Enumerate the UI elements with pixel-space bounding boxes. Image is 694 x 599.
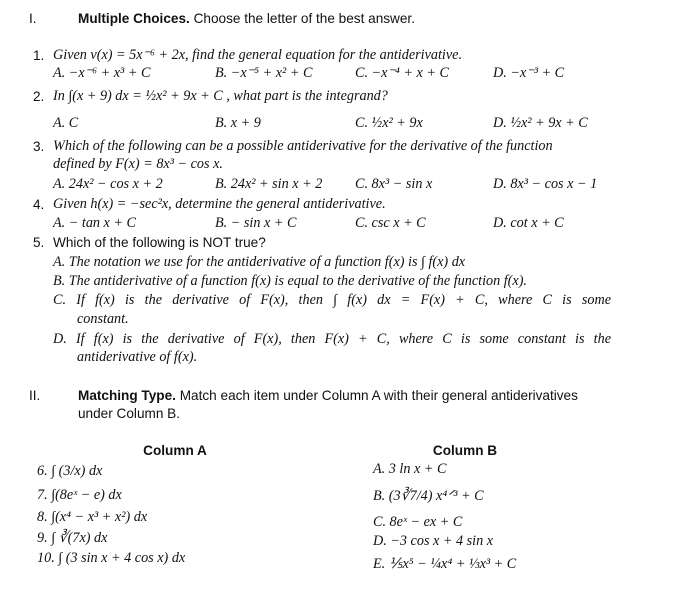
column-b-item-c: C. 8eˣ − ex + C <box>373 514 463 530</box>
q2-choice-c: C. ½x² + 9x <box>355 115 423 131</box>
q1-choice-b: B. −x⁻⁵ + x² + C <box>215 65 313 81</box>
q2-choice-a: A. C <box>53 115 79 131</box>
part2-instructions: Match each item under Column A with their general antiderivatives <box>179 388 578 403</box>
q3-number: 3. <box>33 139 45 154</box>
column-a-item-10: 10. ∫ (3 sin x + 4 cos x) dx <box>37 550 186 566</box>
column-b-item-b: B. (3∛7/4) x⁴ᐟ³ + C <box>373 488 484 504</box>
q4-number: 4. <box>33 197 45 212</box>
part2-heading <box>78 387 578 404</box>
q1-number: 1. <box>33 48 45 63</box>
q5-option-b: B. The antiderivative of a function f(x) is equal to the derivative of the function f(x). <box>53 273 527 289</box>
column-a-item-6: 6. ∫ (3/x) dx <box>37 463 103 479</box>
q3-choice-a: A. 24x² − cos x + 2 <box>53 176 163 192</box>
column-a-item-8: 8. ∫(x⁴ − x³ + x²) dx <box>37 509 148 525</box>
column-a-header: Column A <box>143 443 207 458</box>
column-a-item-7: 7. ∫(8eˣ − e) dx <box>37 487 122 503</box>
q5-option-a: A. The notation we use for the antiderivative of a function f(x) is ∫ f(x) dx <box>53 254 466 270</box>
q4-choice-b: B. − sin x + C <box>215 215 297 231</box>
q3-text-line1: Which of the following can be a possible antiderivative for the derivative of the function <box>53 138 553 154</box>
part1-numeral: I. <box>29 11 37 26</box>
q4-choice-d: D. cot x + C <box>493 215 564 231</box>
q1-text: Given v(x) = 5x⁻⁶ + 2x, find the general equation for the antiderivative. <box>53 47 462 63</box>
q2-number: 2. <box>33 89 45 104</box>
q4-text: Given h(x) = −sec²x, determine the general antiderivative. <box>53 196 386 212</box>
q1-choice-c: C. −x⁻⁴ + x + C <box>355 65 449 81</box>
q5-option-d-line2: antiderivative of f(x). <box>77 349 198 365</box>
q5-option-d-line1: D. If f(x) is the derivative of F(x), then F(x) + C, where C is some constant is the <box>53 331 611 347</box>
q3-choice-b: B. 24x² + sin x + 2 <box>215 176 323 192</box>
q5-number: 5. <box>33 235 45 250</box>
column-b-header: Column B <box>432 443 498 458</box>
part2-title: Matching Type. <box>78 388 176 403</box>
q2-choice-b: B. x + 9 <box>215 115 261 131</box>
part2-instructions-line2: under Column B. <box>78 406 181 421</box>
q4-choice-a: A. − tan x + C <box>53 215 136 231</box>
q3-text-line2: defined by F(x) = 8x³ − cos x. <box>53 156 223 172</box>
part1-title: Multiple Choices. <box>78 11 190 26</box>
column-a-item-9: 9. ∫ ∛(7x) dx <box>37 530 108 546</box>
q1-choice-d: D. −x⁻³ + C <box>493 65 565 81</box>
q1-choice-a: A. −x⁻⁶ + x³ + C <box>53 65 151 81</box>
q5-option-c-line2: constant. <box>77 311 129 327</box>
part2-numeral: II. <box>29 388 41 403</box>
part1-heading <box>78 10 415 27</box>
q2-choice-d: D. ½x² + 9x + C <box>493 115 588 131</box>
q5-text: Which of the following is NOT true? <box>53 235 266 250</box>
part1-instructions: Choose the letter of the best answer. <box>193 11 415 26</box>
column-b-item-a: A. 3 ln x + C <box>373 461 447 477</box>
q3-choice-d: D. 8x³ − cos x − 1 <box>493 176 598 192</box>
q2-text: In ∫(x + 9) dx = ½x² + 9x + C , what part is the integrand? <box>53 88 388 104</box>
column-b-item-d: D. −3 cos x + 4 sin x <box>373 533 494 549</box>
q3-choice-c: C. 8x³ − sin x <box>355 176 433 192</box>
q4-choice-c: C. csc x + C <box>355 215 426 231</box>
column-b-item-e: E. ⅕x⁵ − ¼x⁴ + ⅓x³ + C <box>373 556 517 572</box>
q5-option-c-line1: C. If f(x) is the derivative of F(x), then ∫ f(x) dx = F(x) + C, where C is some <box>53 292 611 308</box>
